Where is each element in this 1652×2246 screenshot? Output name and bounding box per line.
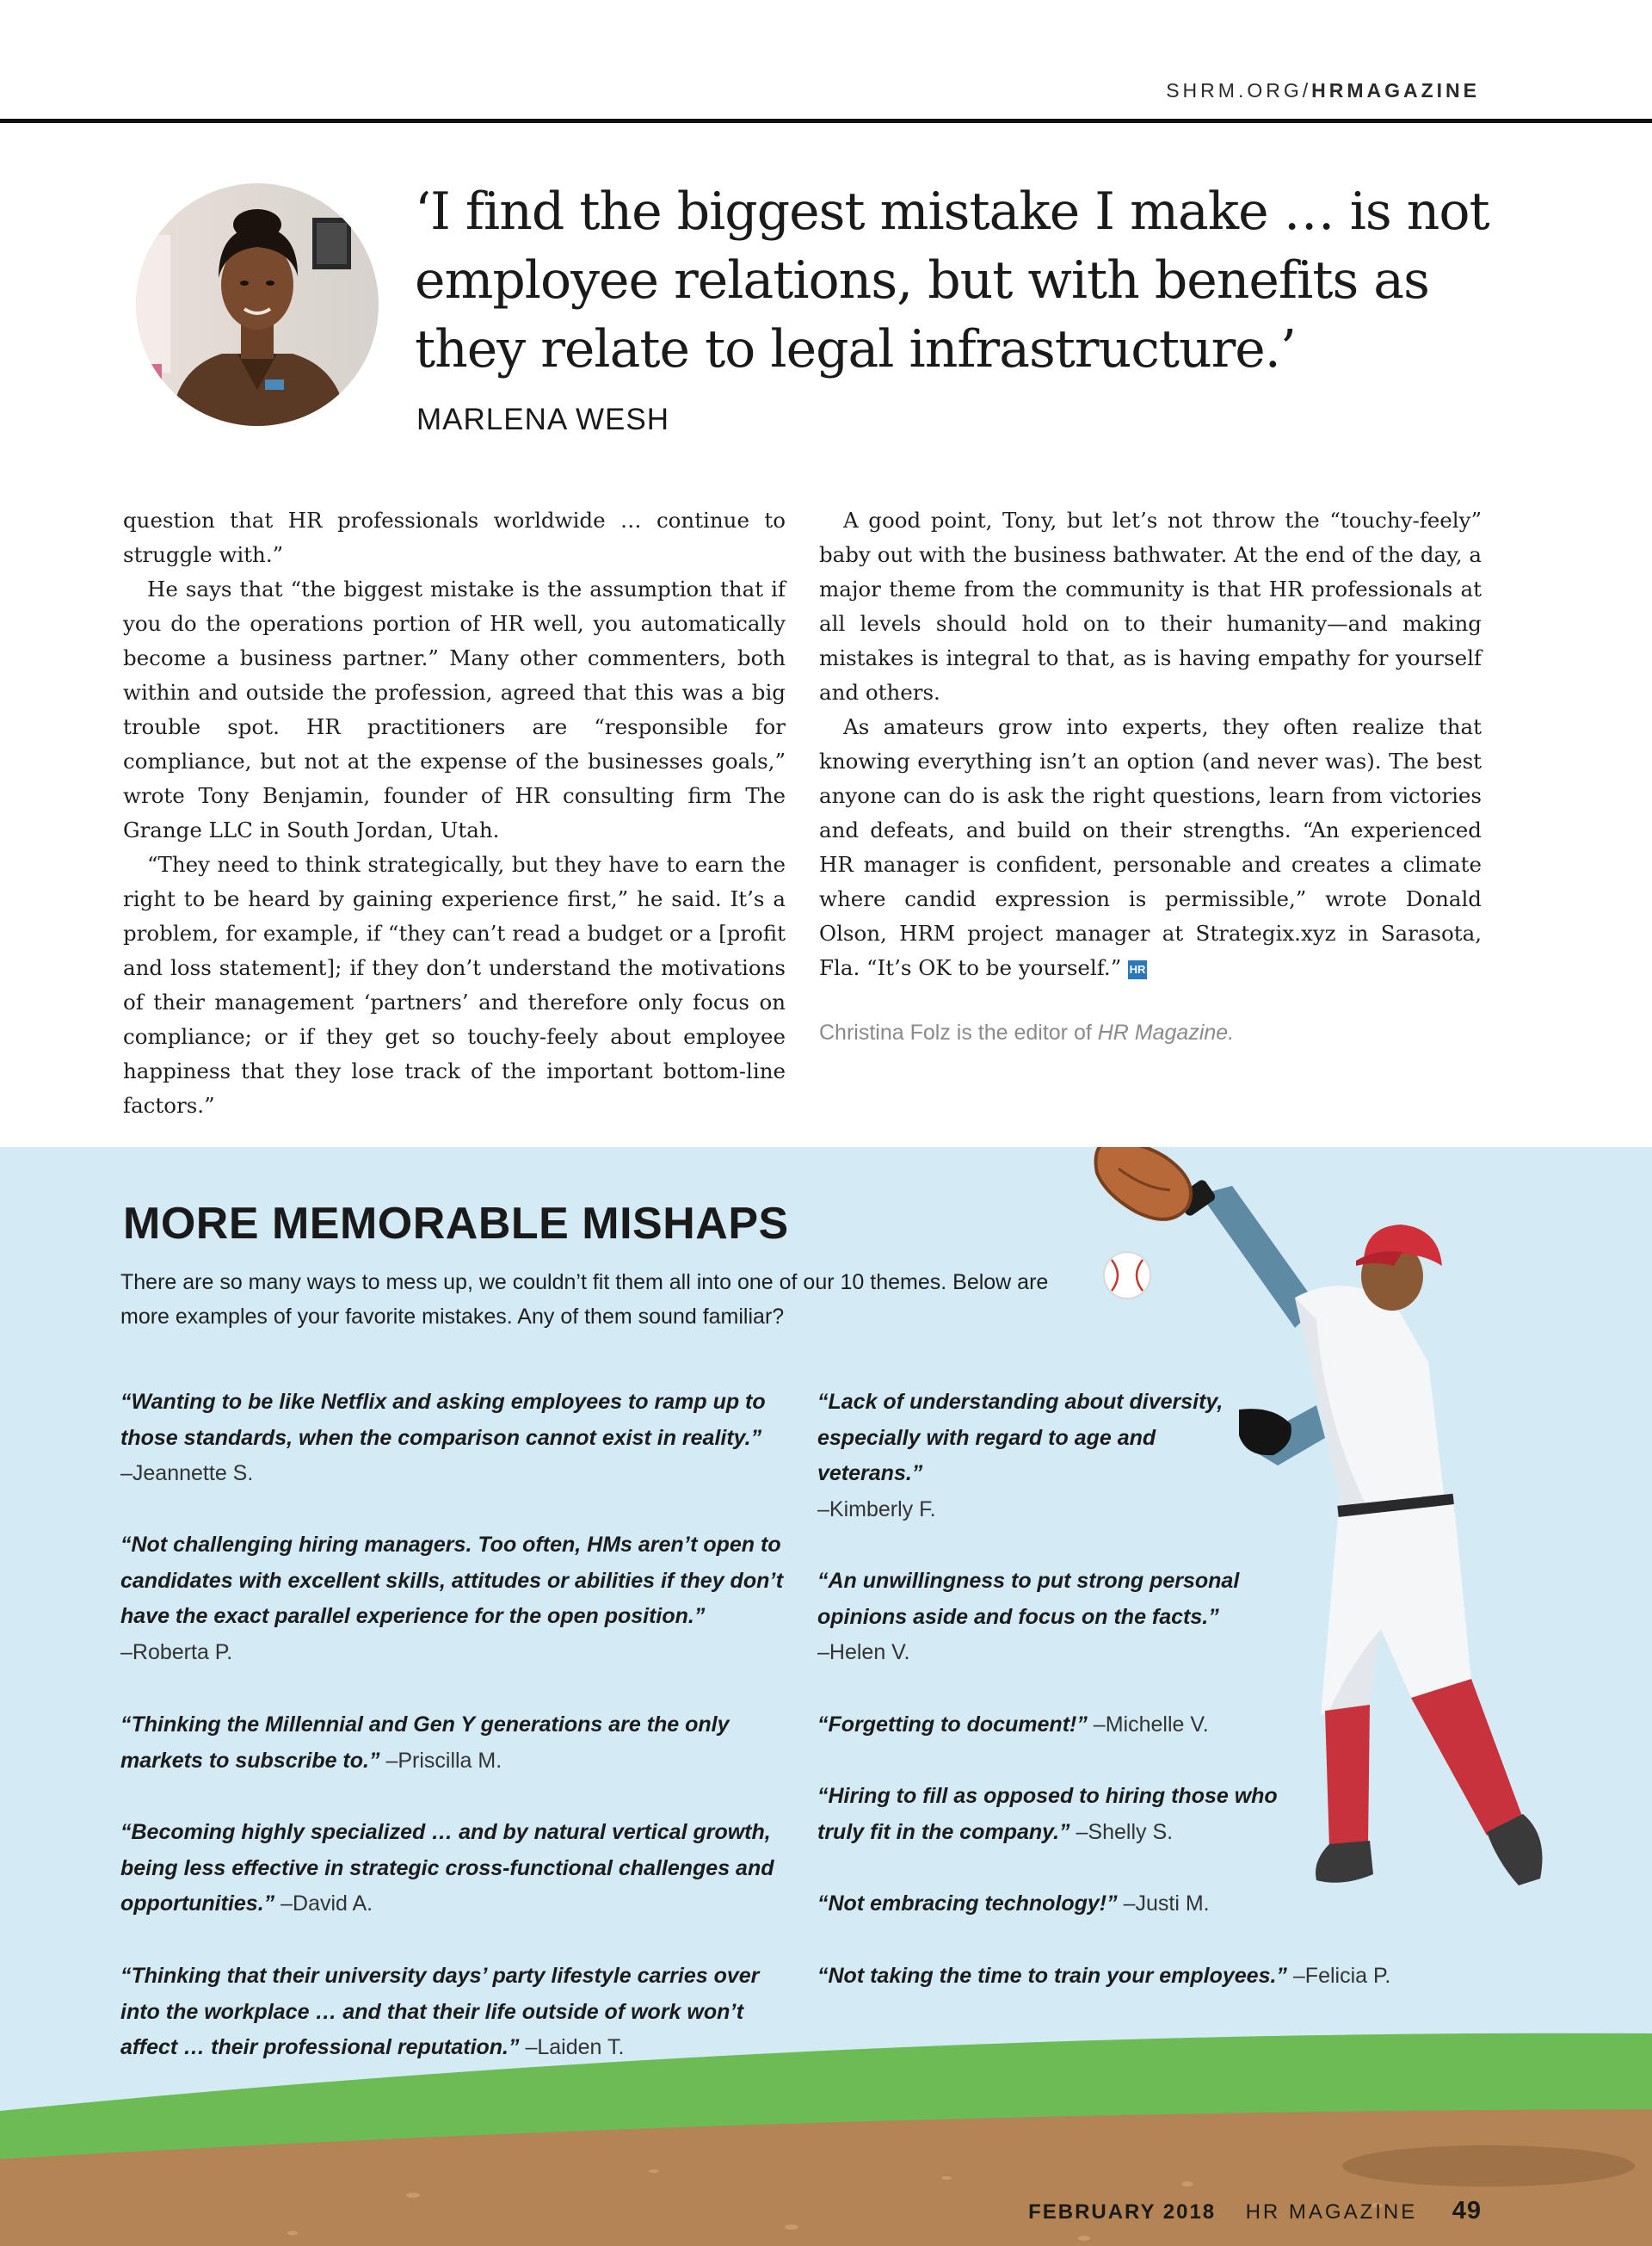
mishap-quote [817,1886,1334,1922]
mishap-quote [120,1959,800,2066]
footer-magazine: HR MAGAZINE [1245,2200,1418,2224]
mishap-quote [817,1385,1248,1527]
article-paragraph: A good point, Tony, but let’s not throw the “touchy-feely” baby out with the business bathwater. At the end of the day, a major theme from the community is that HR professionals at all levels should hold on to their humanity—and making mistakes is integral to that, as is having empathy for yourself and others. [819,508,1482,705]
pull-quote-attribution: MARLENA WESH [416,403,669,436]
mishap-quote [120,1707,800,1779]
mishap-quote-text: “Thinking the Millennial and Gen Y generations are the only markets to subscribe to.” [120,1712,730,1773]
mishap-quote-text: “Thinking that their university days’ party lifestyle carries over into the workplace … and that their life outside of work won’t affect … their professional reputation.” [120,1964,760,2059]
article-paragraph-text: As amateurs grow into experts, they often realize that knowing everything isn’t an option (and never was). The best anyone can do is ask the right questions, learn from victories and defeats, and build on their strengths. “An experienced HR manager is confident, personable and creates a climate where candid expression is permissible,” wrote Donald Olson, HRM project manager at Strategix.xyz in Sarasota, Fla. “It’s OK to be yourself.” [819,714,1482,980]
mishap-quote-author: –Roberta P. [120,1639,233,1664]
mishap-quote-author: –Kimberly F. [817,1496,936,1521]
byline-prefix: Christina Folz is the editor of [819,1021,1098,1045]
mishap-quote-text: “Lack of understanding about diversity, especially with regard to age and veterans.” [817,1390,1224,1485]
mishap-quote-text: “Not challenging hiring managers. Too often, HMs aren’t open to candidates with excellent skills, attitudes or abilities if they don’t have the exact parallel experience for the open position.” [120,1533,784,1628]
author-byline [819,1021,1234,1046]
header-divider [0,119,1652,123]
mishap-quote-author: –Shelly S. [1076,1819,1174,1844]
byline-publication: HR Magazine. [1097,1021,1235,1045]
article-paragraph: question that HR professionals worldwide … continue to struggle with.” [123,508,786,567]
mishap-quote-author: –David A. [280,1891,373,1916]
mishap-quote-author: –Laiden T. [525,2035,625,2059]
hr-end-mark-icon: HR [1128,960,1147,979]
mishap-quote [817,1564,1299,1671]
mishap-quote [120,1815,800,1922]
mishap-quote-text: “Becoming highly specialized … and by natural vertical growth, being less effective in strategic cross-functional challenges and opportunities.” [120,1820,774,1916]
mishap-quote [817,1959,1437,1995]
sidebar-title: MORE MEMORABLE MISHAPS [123,1199,789,1249]
baseball-icon [1104,1252,1150,1299]
mishap-quote-text: “Wanting to be like Netflix and asking employees to ramp up to those standards, when the comparison cannot exist in reality.” [120,1390,766,1450]
sidebar-intro: There are so many ways to mess up, we couldn’t fit them all into one of our 10 themes. Below are more examples of your favorite mistakes. Any of them sound familiar? [120,1270,1049,1329]
mishap-quote-author: –Jeannette S. [120,1461,254,1485]
mishap-quote-author: –Helen V. [817,1640,910,1664]
mishap-quote-author: –Priscilla M. [385,1748,502,1773]
page-number: 49 [1452,2197,1482,2224]
header-url[interactable] [1166,79,1480,102]
mishap-quote-text: “Not taking the time to train your employees.” [817,1964,1287,1988]
mishap-quote-author: –Justi M. [1123,1891,1210,1916]
article-column-left [123,503,786,1123]
mishap-quote [817,1707,1334,1743]
footer-date: FEBRUARY 2018 [1028,2200,1217,2224]
article-column-right [819,503,1482,985]
article-paragraph: He says that “the biggest mistake is the assumption that if you do the operations portion of HR well, you automatically become a business partner.” Many other commenters, both within and outside the profession, agreed that this was a big trouble spot. HR practitioners are “responsible for compliance, but not at the expense of the businesses goals,” wrote Tony Benjamin, founder of HR consulting firm The Grange LLC in South Jordan, Utah. [123,577,786,842]
header-url-bold: HRMAGAZINE [1311,79,1480,102]
article-paragraph: “They need to think strategically, but they have to earn the right to be heard by gaining experience first,” he said. It’s a problem, for example, if “they can’t read a budget or a [profit and loss statement]; if they don’t understand the motivations of their management ‘partners’ and therefore only focus on compliance; or if they get so touchy-feely about employee happiness that they lose track of the important bottom-line factors.” [123,852,786,1118]
mishap-quote [120,1385,800,1492]
mishap-quote-text: “Hiring to fill as opposed to hiring those who truly fit in the company.” [817,1784,1278,1844]
mishap-quote-author: –Michelle V. [1093,1712,1209,1737]
page-footer [1028,2197,1482,2225]
person-portrait-icon [136,183,379,426]
article-paragraph-last [819,710,1482,985]
mishap-quote-text: “Forgetting to document!” [817,1712,1088,1737]
mishap-quote-author: –Felicia P. [1292,1964,1391,1988]
mishap-quote-text: “Not embracing technology!” [817,1891,1118,1916]
mishap-quote [120,1527,800,1670]
mishap-quote [817,1779,1308,1850]
mishap-quote-text: “An unwillingness to put strong personal opinions aside and focus on the facts.” [817,1569,1240,1629]
header-url-plain: SHRM.ORG/ [1166,79,1312,102]
pull-quote: ‘I find the biggest mistake I make … is not employee relations, but with benefits as they relate to legal infrastructure.’ [415,182,1489,379]
